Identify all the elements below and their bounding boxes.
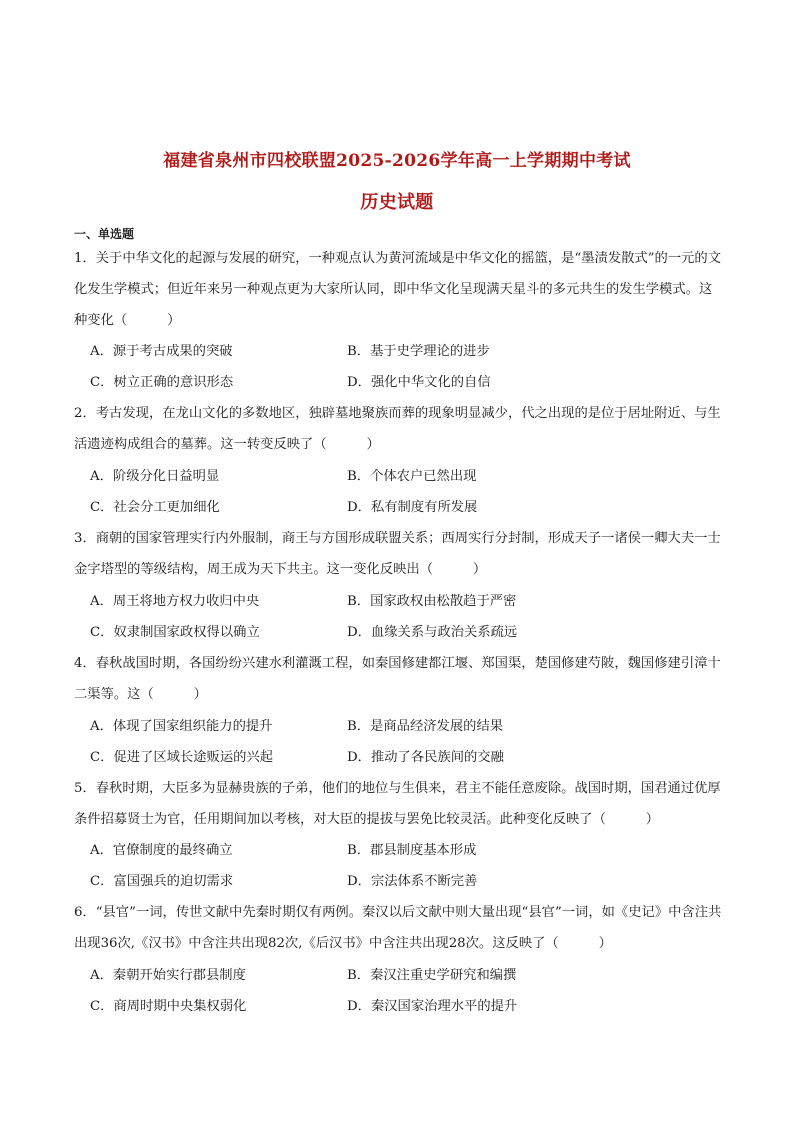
question-4-option-c: C．促进了区域长途贩运的兴起	[90, 750, 274, 765]
question-1-stem: 1．关于中华文化的起源与发展的研究，一种观点认为黄河流域是中华文化的摇篮，是“墨渍发散式”的一元的文化发生学模式；但近年来另一种观点更为大家所认同，即中华文化呈现满天星斗的多元共生的发生学模式。这种变化（ ）	[74, 251, 722, 328]
question-5-option-a: A．官僚制度的最终确立	[90, 843, 233, 858]
question-5-stem: 5．春秋时期，大臣多为显赫贵族的子弟，他们的地位与生俱来，君主不能任意废除。战国时期，国君通过优厚条件招募贤士为官，任用期间加以考核，对大臣的提拔与罢免比较灵活。此种变化反映了（ ）	[74, 781, 721, 827]
question-1-option-c: C．树立正确的意识形态	[90, 375, 234, 390]
question-5-option-c: C．富国强兵的迫切需求	[90, 874, 234, 889]
question-5-option-d: D．宗法体系不断完善	[347, 874, 478, 889]
section-heading: 一、单选题	[74, 227, 135, 241]
exam-title: 福建省泉州市四校联盟2025-2026学年高一上学期期中考试	[163, 151, 631, 171]
question-2-option-c: C．社会分工更加细化	[90, 500, 220, 515]
question-2-option-a: A．阶级分化日益明显	[90, 469, 220, 484]
exam-subtitle: 历史试题	[360, 192, 434, 213]
question-6-stem: 6．“县官”一词，传世文献中先秦时期仅有两例。秦汉以后文献中则大量出现“县官”一词，如《史记》中含注共出现36次,《汉书》中含注共出现82次,《后汉书》中含注共出现28次。这反映了（ ）	[74, 905, 722, 951]
question-4-option-a: A．体现了国家组织能力的提升	[90, 719, 273, 734]
question-4-stem: 4．春秋战国时期，各国纷纷兴建水利灌溉工程，如秦国修建都江堰、郑国渠，楚国修建芍陂，魏国修建引漳十二渠等。这（ ）	[74, 656, 721, 702]
question-6-option-c: C．商周时期中央集权弱化	[90, 999, 247, 1014]
question-3-option-c: C．奴隶制国家政权得以确立	[90, 625, 260, 640]
question-2-option-d: D．私有制度有所发展	[347, 500, 478, 515]
question-3-stem: 3．商朝的国家管理实行内外服制，商王与方国形成联盟关系；西周实行分封制，形成天子一诸侯一卿大夫一士金字塔型的等级结构，周王成为天下共主。这一变化反映出（ ）	[74, 531, 721, 577]
question-4-option-b: B．是商品经济发展的结果	[347, 719, 504, 734]
question-1-option-a: A．源于考古成果的突破	[90, 344, 233, 359]
question-2-stem: 2．考古发现，在龙山文化的多数地区，独辟墓地聚族而葬的现象明显减少，代之出现的是位于居址附近、与生活遗迹构成组合的墓葬。这一转变反映了（ ）	[74, 406, 721, 452]
question-5-option-b: B．郡县制度基本形成	[347, 843, 477, 858]
question-3-option-b: B．国家政权由松散趋于严密	[347, 594, 517, 609]
question-1-option-b: B．基于史学理论的进步	[347, 344, 490, 359]
question-6-option-a: A．秦朝开始实行郡县制度	[90, 968, 246, 983]
question-3-option-a: A．周王将地方权力收归中央	[90, 594, 260, 609]
question-3-option-d: D．血缘关系与政治关系疏远	[347, 625, 518, 640]
question-1-option-d: D．强化中华文化的自信	[347, 375, 491, 390]
question-2-option-b: B．个体农户已然出现	[347, 469, 477, 484]
question-4-option-d: D．推动了各民族间的交融	[347, 750, 504, 765]
question-6-option-b: B．秦汉注重史学研究和编撰	[347, 968, 517, 983]
question-6-option-d: D．秦汉国家治理水平的提升	[347, 999, 518, 1014]
